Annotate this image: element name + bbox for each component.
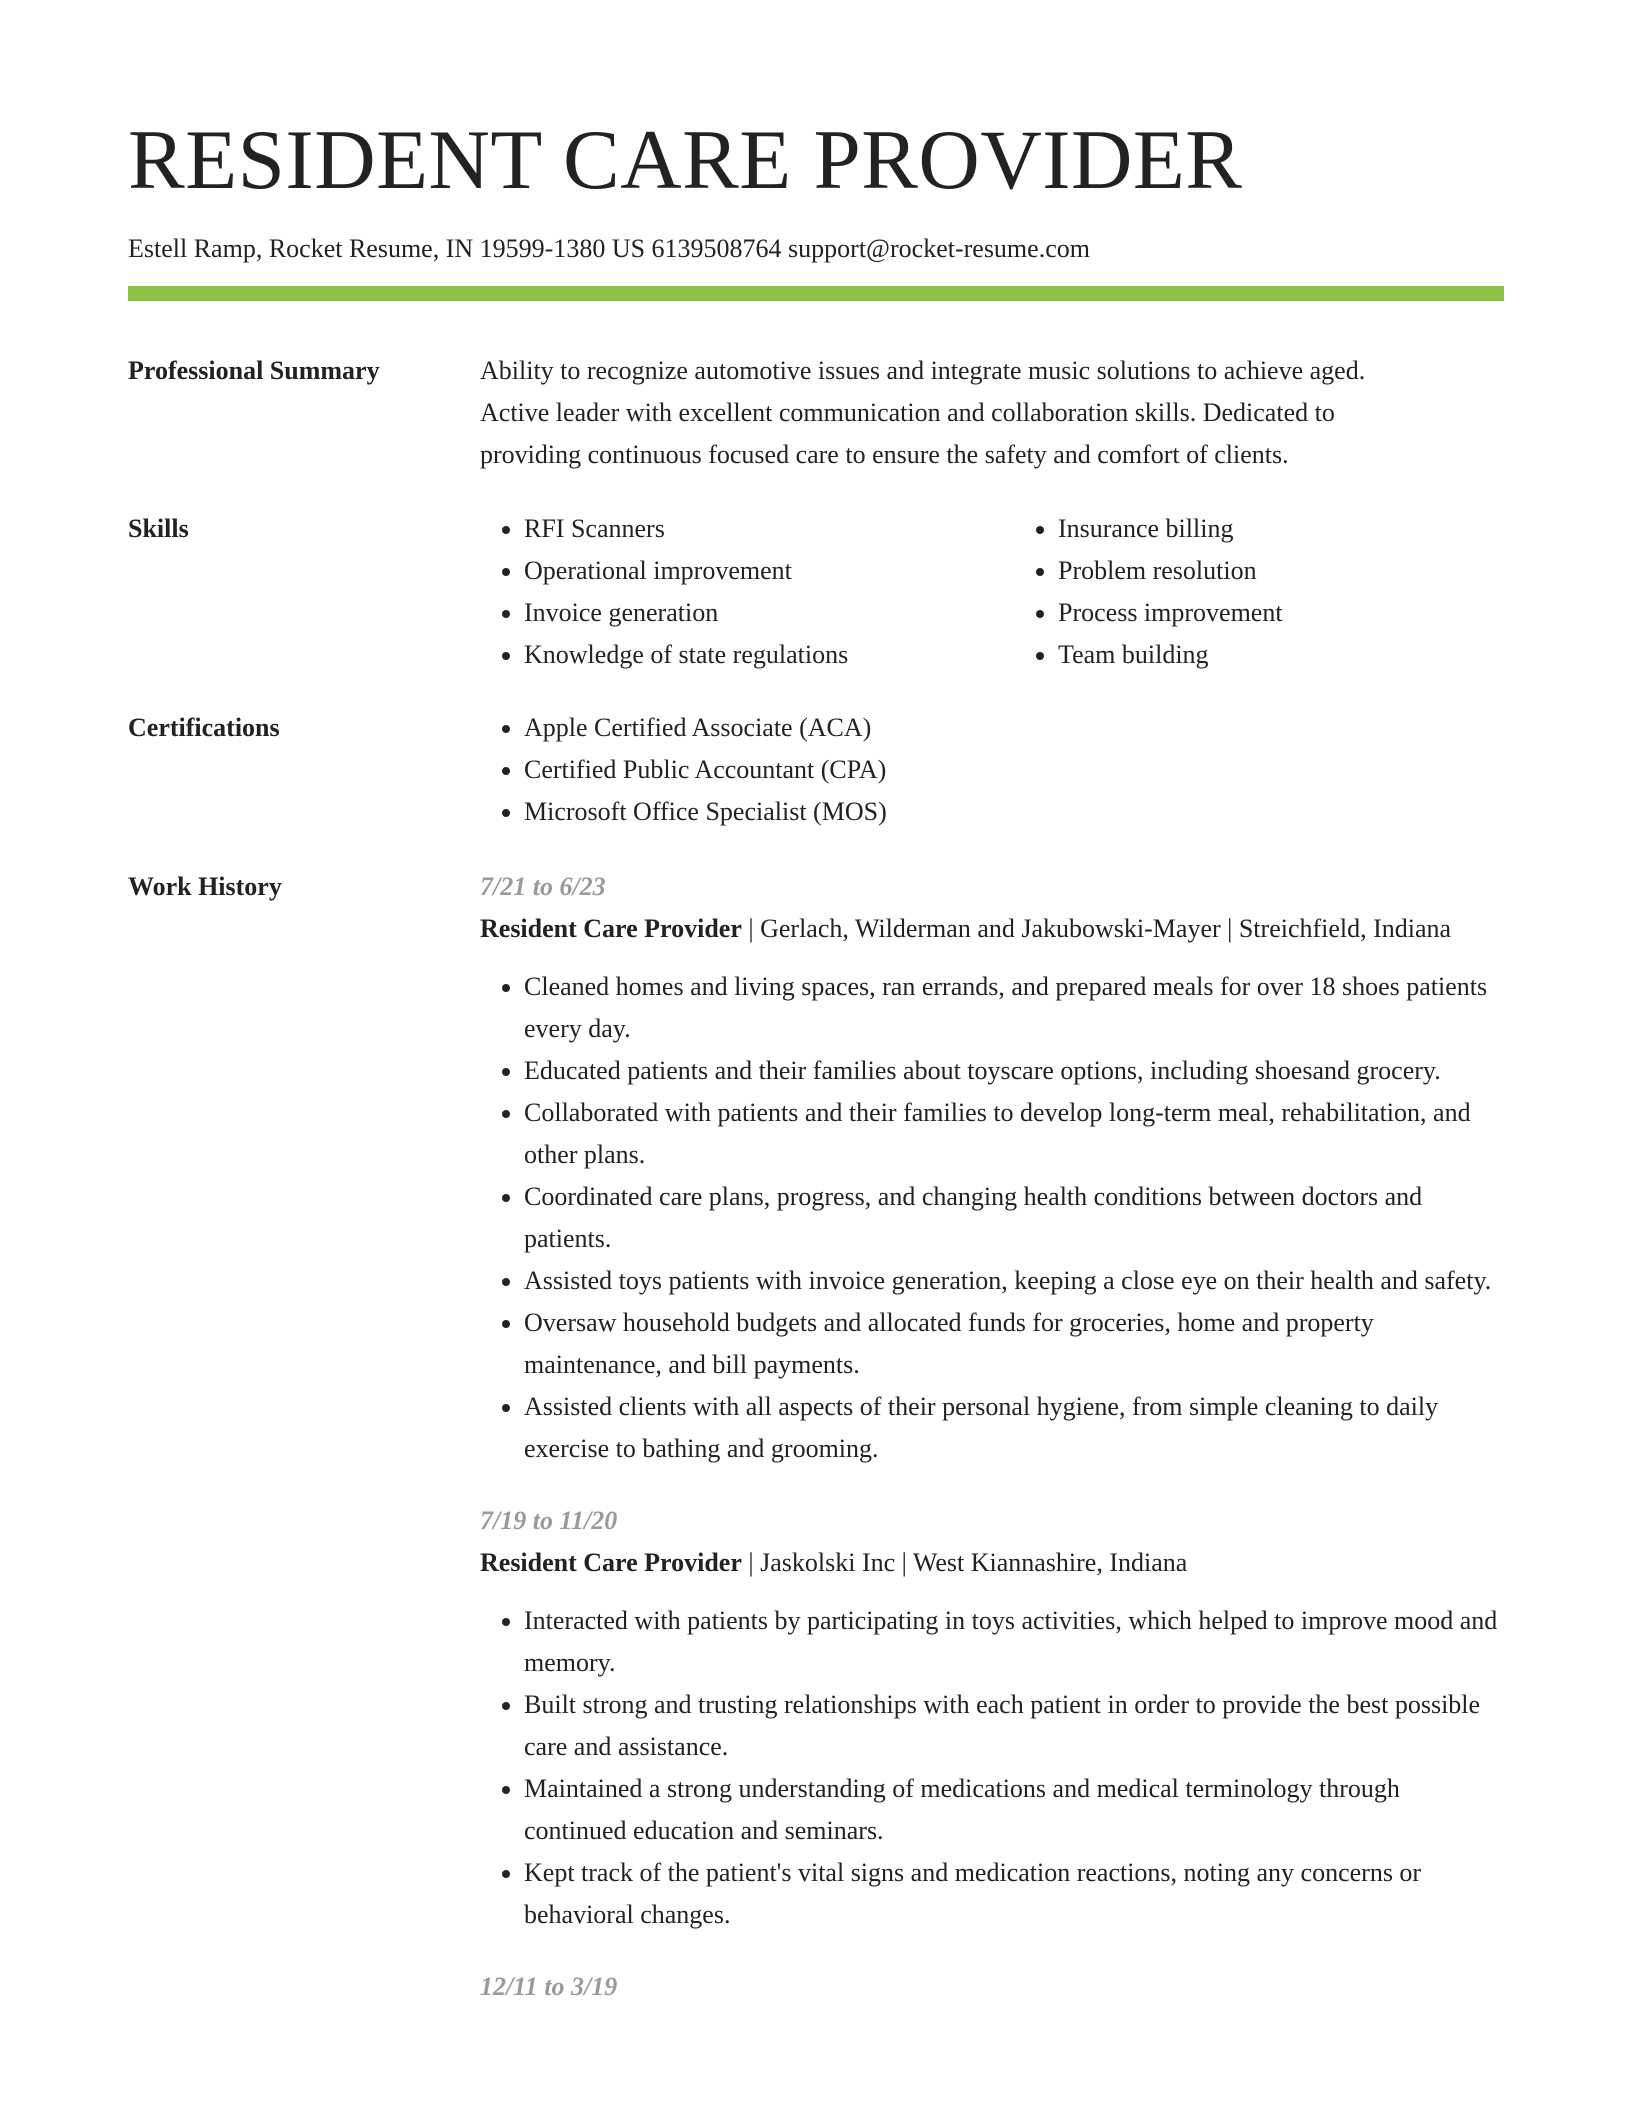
certifications-heading: Certifications xyxy=(128,713,280,742)
accent-divider xyxy=(128,286,1504,301)
work-history-heading: Work History xyxy=(128,872,282,901)
job-employer-location: | Jaskolski Inc | West Kiannashire, Indiana xyxy=(741,1548,1188,1577)
job-bullet: • Built strong and trusting relationships with each patient in order to provide the best possible care and assistance. xyxy=(524,1684,1504,1768)
skill-item: • RFI Scanners xyxy=(524,508,970,550)
skills-column-1 xyxy=(480,508,970,676)
job-bullet: • Coordinated care plans, progress, and changing health conditions between doctors and patients. xyxy=(524,1176,1504,1260)
job-bullet: • Maintained a strong understanding of medications and medical terminology through continued education and seminars. xyxy=(524,1768,1504,1852)
skill-item: • Problem resolution xyxy=(1058,550,1504,592)
job-bullet: • Cleaned homes and living spaces, ran errands, and prepared meals for over 18 shoes patients every day. xyxy=(524,966,1504,1050)
summary-heading: Professional Summary xyxy=(128,356,380,385)
job-dates: 7/21 to 6/23 xyxy=(480,872,606,901)
job-bullet: • Educated patients and their families about toyscare options, including shoesand grocery. xyxy=(524,1050,1504,1092)
job-bullet: • Interacted with patients by participating in toys activities, which helped to improve mood and memory. xyxy=(524,1600,1504,1684)
resume-title: RESIDENT CARE PROVIDER xyxy=(128,113,1243,207)
job-employer-location: | Gerlach, Wilderman and Jakubowski-Mayer | Streichfield, Indiana xyxy=(741,914,1452,943)
skill-item: • Process improvement xyxy=(1058,592,1504,634)
certification-item: • Apple Certified Associate (ACA) xyxy=(524,707,1504,749)
certifications-body xyxy=(480,707,1504,833)
contact-line: Estell Ramp, Rocket Resume, IN 19599-1380 US 6139508764 support@rocket-resume.com xyxy=(128,234,1090,263)
skill-item: • Invoice generation xyxy=(524,592,970,634)
job-heading xyxy=(480,1542,1504,1584)
skill-item: • Operational improvement xyxy=(524,550,970,592)
job-bullet: • Assisted clients with all aspects of their personal hygiene, from simple cleaning to daily exercise to bathing and grooming. xyxy=(524,1386,1504,1470)
skill-item: • Insurance billing xyxy=(1058,508,1504,550)
job-bullet: • Kept track of the patient's vital signs and medication reactions, noting any concerns or behavioral changes. xyxy=(524,1852,1504,1936)
work-history-body xyxy=(480,866,1504,2008)
summary-line: Active leader with excellent communication and collaboration skills. Dedicated to xyxy=(480,398,1335,427)
skill-item: • Team building xyxy=(1058,634,1504,676)
certification-item: • Microsoft Office Specialist (MOS) xyxy=(524,791,1504,833)
summary-line: providing continuous focused care to ensure the safety and comfort of clients. xyxy=(480,440,1289,469)
skills-heading: Skills xyxy=(128,514,189,543)
job-dates: 7/19 to 11/20 xyxy=(480,1506,618,1535)
job-bullets xyxy=(480,1600,1504,1936)
job-entry xyxy=(480,1500,1504,1936)
job-entry xyxy=(480,1966,1504,2008)
job-entry xyxy=(480,866,1504,1470)
job-title: Resident Care Provider xyxy=(480,914,742,943)
job-bullets xyxy=(480,966,1504,1470)
certification-item: • Certified Public Accountant (CPA) xyxy=(524,749,1504,791)
summary-body xyxy=(480,350,1504,476)
job-title: Resident Care Provider xyxy=(480,1548,742,1577)
skills-column-2 xyxy=(1014,508,1504,676)
summary-line: Ability to recognize automotive issues and integrate music solutions to achieve aged. xyxy=(480,356,1366,385)
skills-body xyxy=(480,508,1504,676)
skill-item: • Knowledge of state regulations xyxy=(524,634,970,676)
job-bullet: • Collaborated with patients and their families to develop long-term meal, rehabilitation, and other plans. xyxy=(524,1092,1504,1176)
job-bullet: • Oversaw household budgets and allocated funds for groceries, home and property maintenance, and bill payments. xyxy=(524,1302,1504,1386)
job-dates: 12/11 to 3/19 xyxy=(480,1972,618,2001)
job-bullet: • Assisted toys patients with invoice generation, keeping a close eye on their health and safety. xyxy=(524,1260,1504,1302)
job-heading xyxy=(480,908,1504,950)
